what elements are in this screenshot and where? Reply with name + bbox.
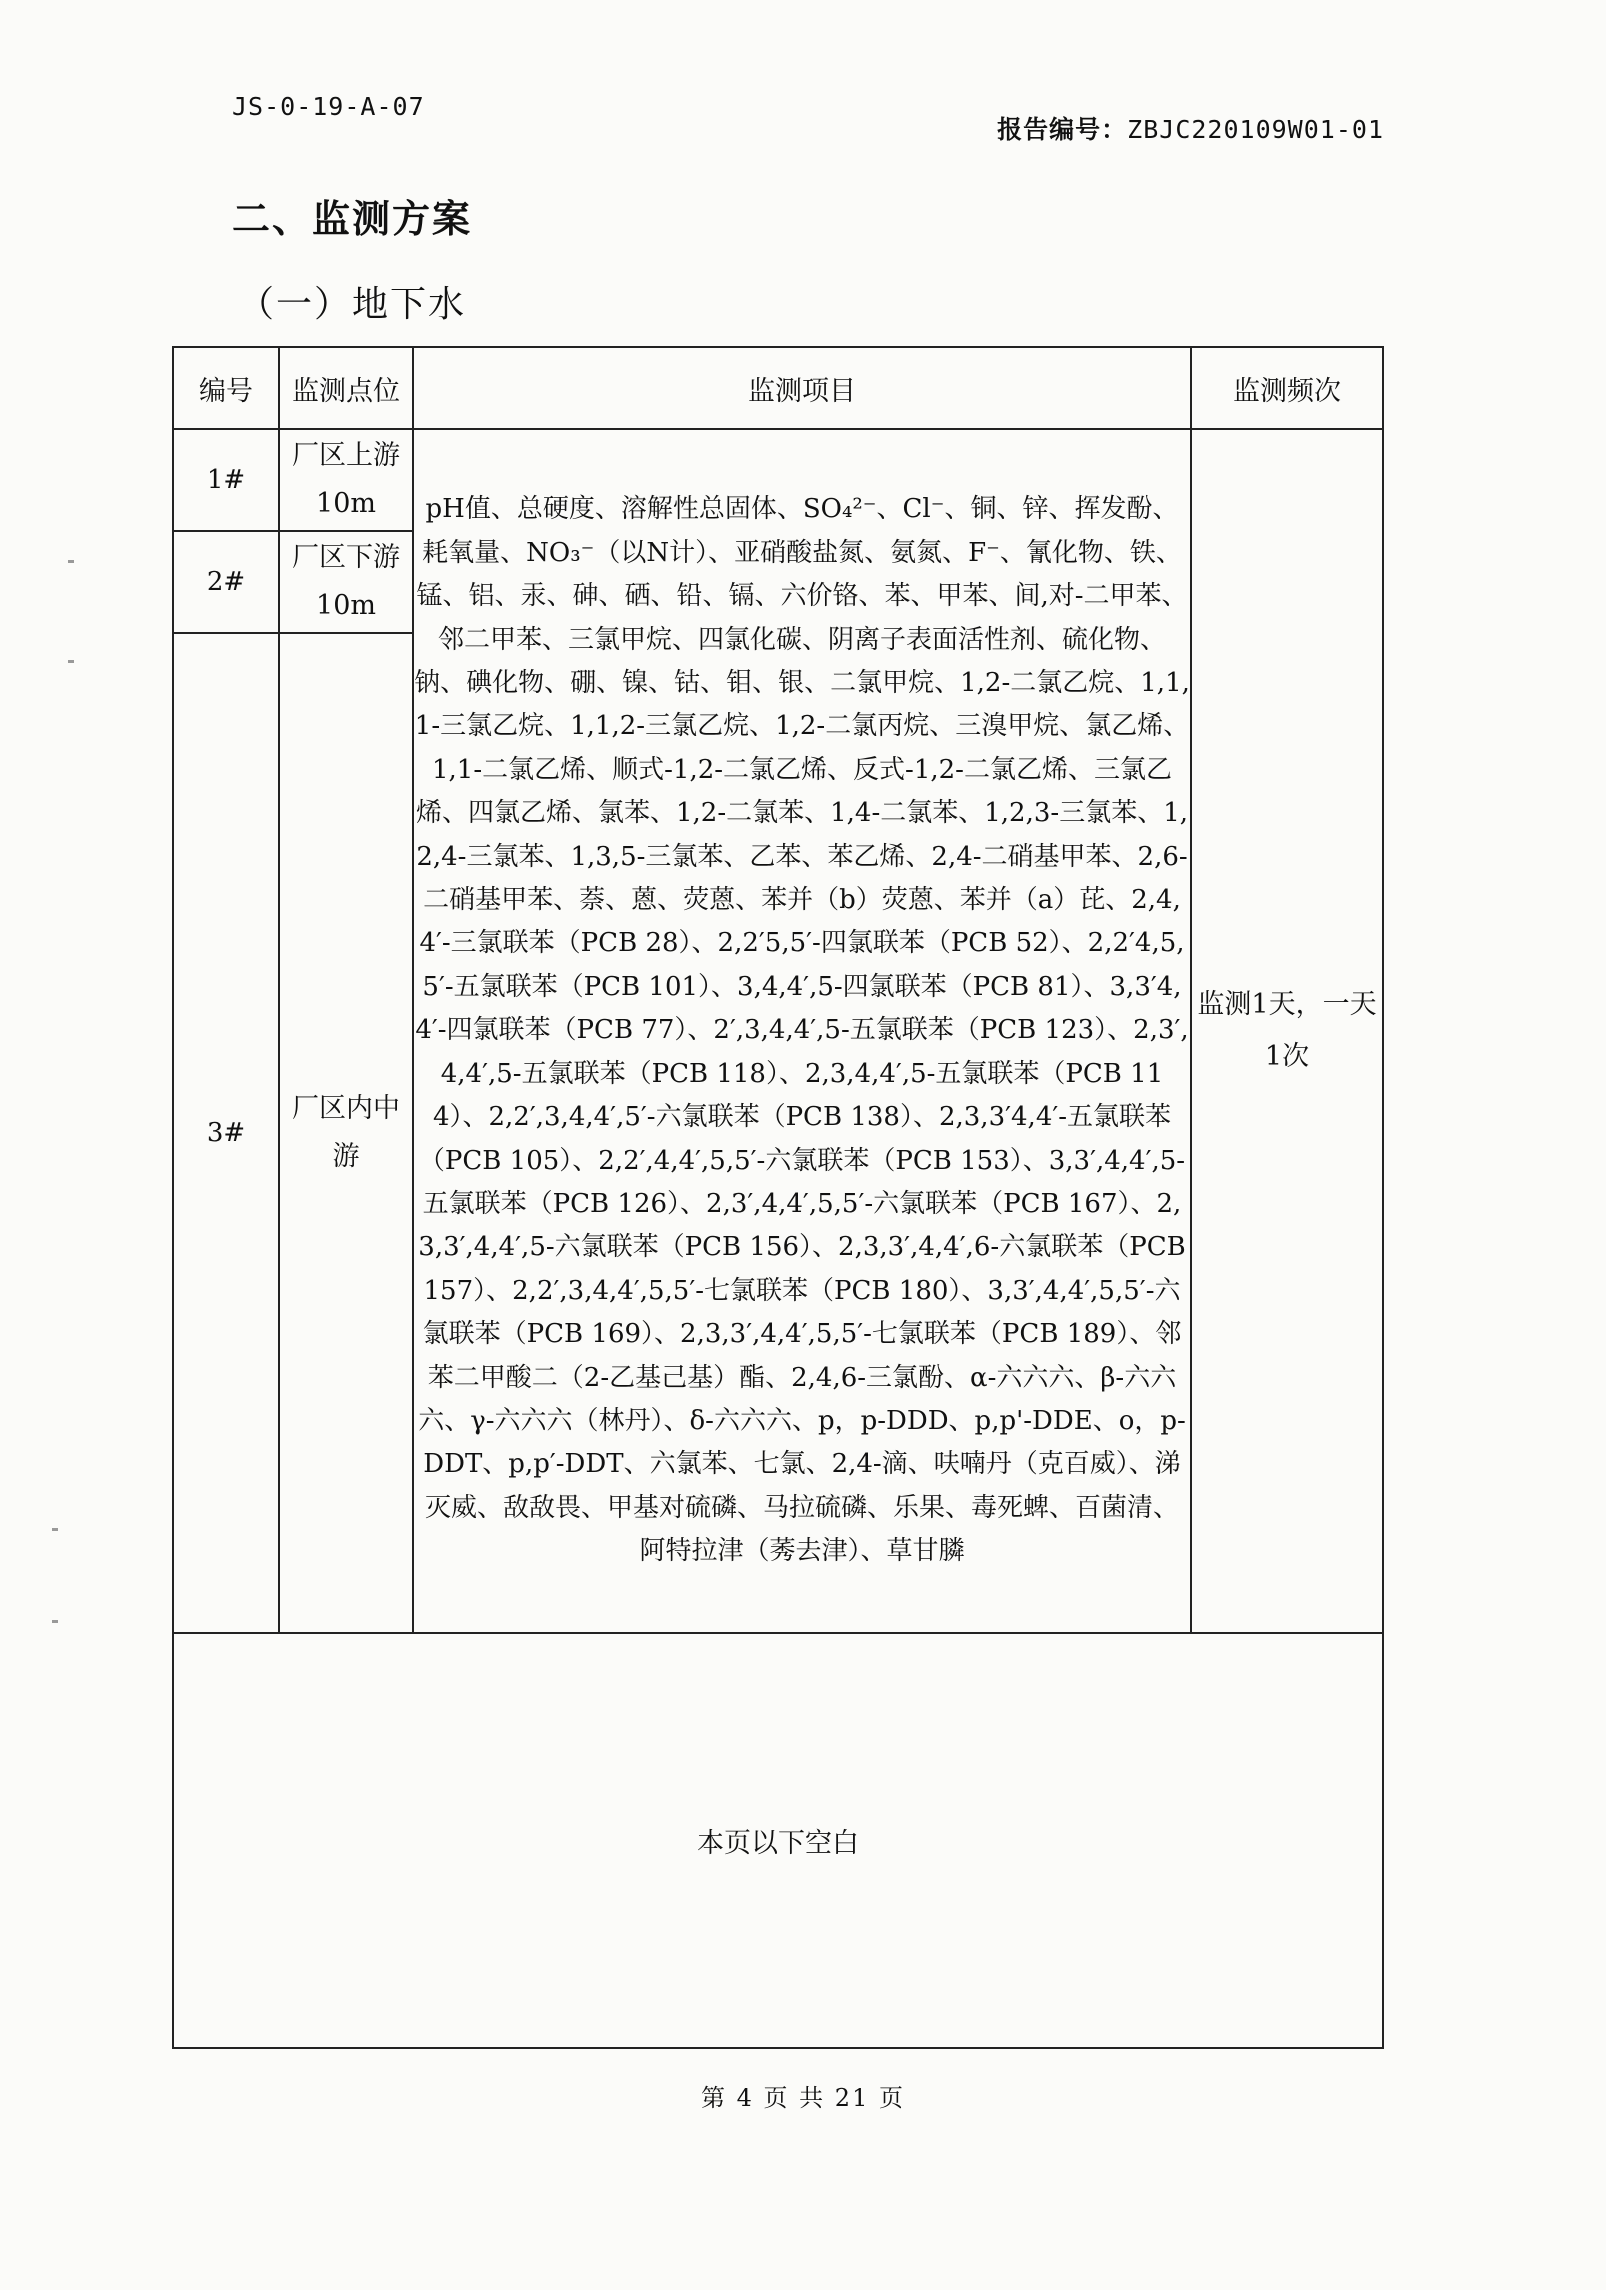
table-row [173,429,1383,531]
row-location: 厂区下游10m [279,531,413,633]
report-number-label: 报告编号： [997,115,1128,144]
monitoring-frequency: 监测1天，一天1次 [1191,429,1383,1633]
monitoring-items: pH值、总硬度、溶解性总固体、SO₄²⁻、Cl⁻、铜、锌、挥发酚、耗氧量、NO₃⁻（以N计）、亚硝酸盐氮、氨氮、F⁻、氰化物、铁、锰、铝、汞、砷、硒、铅、镉、六价铬、苯、甲苯、间,对-二甲苯、邻二甲苯、三氯甲烷、四氯化碳、阴离子表面活性剂、硫化物、钠、碘化物、硼、镍、钴、钼、银、二氯甲烷、1,2-二氯乙烷、1,1,1-三氯乙烷、1,1,2-三氯乙烷、1,2-二氯丙烷、三溴甲烷、氯乙烯、1,1-二氯乙烯、顺式-1,2-二氯乙烯、反式-1,2-二氯乙烯、三氯乙烯、四氯乙烯、氯苯、1,2-二氯苯、1,4-二氯苯、1,2,3-三氯苯、1,2,4-三氯苯、1,3,5-三氯苯、乙苯、苯乙烯、2,4-二硝基甲苯、2,6-二硝基甲苯、萘、蒽、荧蒽、苯并（b）荧蒽、苯并（a）芘、2,4,4′-三氯联苯（PCB 28）、2,2′5,5′-四氯联苯（PCB 52）、2,2′4,5,5′-五氯联苯（PCB 101）、3,4,4′,5-四氯联苯（PCB 81）、3,3′4,4′-四氯联苯（PCB 77）、2′,3,4,4′,5-五氯联苯（PCB 123）、2,3′,4,4′,5-五氯联苯（PCB 118）、2,3,4,4′,5-五氯联苯（PCB 114）、2,2′,3,4,4′,5′-六氯联苯（PCB 138）、2,3,3′4,4′-五氯联苯（PCB 105）、2,2′,4,4′,5,5′-六氯联苯（PCB 153）、3,3′,4,4′,5-五氯联苯（PCB 126）、2,3′,4,4′,5,5′-六氯联苯（PCB 167）、2,3,3′,4,4′,5-六氯联苯（PCB 156）、2,3,3′,4,4′,6-六氯联苯（PCB 157）、2,2′,3,4,4′,5,5′-七氯联苯（PCB 180）、3,3′,4,4′,5,5′-六氯联苯（PCB 169）、2,3,3′,4,4′,5,5′-七氯联苯（PCB 189）、邻苯二甲酸二（2-乙基己基）酯、2,4,6-三氯酚、α-六六六、β-六六六、γ-六六六（林丹）、δ-六六六、p，p-DDD、p,p'-DDE、o，p-DDT、p,p′-DDT、六氯苯、七氯、2,4-滴、呋喃丹（克百威）、涕灭威、敌敌畏、甲基对硫磷、马拉硫磷、乐果、毒死蜱、百菌清、阿特拉津（莠去津）、草甘膦 [413,429,1191,1633]
header-location: 监测点位 [279,347,413,429]
header-id: 编号 [173,347,279,429]
row-location: 厂区内中游 [279,633,413,1633]
binding-hole-mark [52,1528,58,1531]
row-id: 1# [173,429,279,531]
section-title: 二、监测方案 [232,197,473,241]
table-header-row [173,347,1383,429]
binding-hole-mark [68,560,74,563]
binding-hole-mark [68,660,74,663]
blank-note: 本页以下空白 [173,1633,1383,2048]
page-footer: 第 4 页 共 21 页 [701,2084,905,2112]
report-number [997,110,1384,146]
row-id: 2# [173,531,279,633]
header-frequency: 监测频次 [1191,347,1383,429]
row-location: 厂区上游10m [279,429,413,531]
report-number-value: ZBJC220109W01-01 [1127,115,1384,144]
subsection-title: （一）地下水 [238,284,467,325]
note-row [173,1633,1383,2048]
document-code: JS-0-19-A-07 [232,92,425,121]
header-items: 监测项目 [413,347,1191,429]
binding-hole-mark [52,1620,58,1623]
monitoring-table [172,346,1384,2049]
row-id: 3# [173,633,279,1633]
